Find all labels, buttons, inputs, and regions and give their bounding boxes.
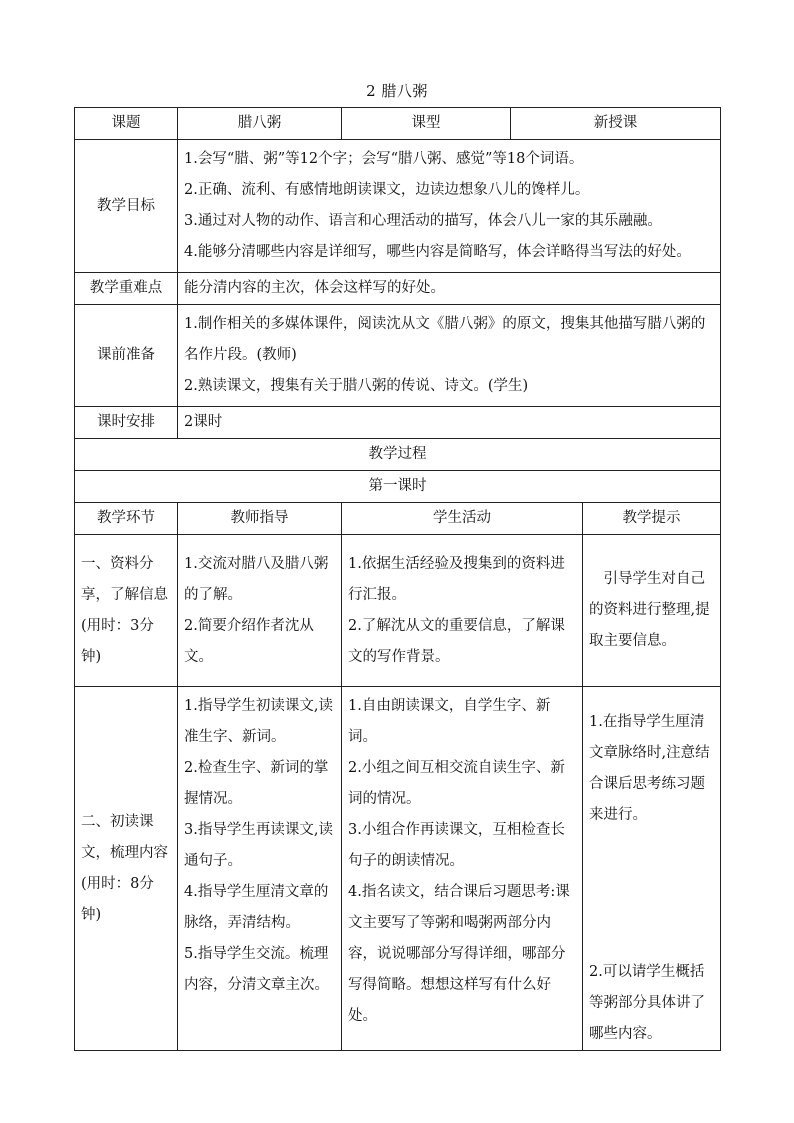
- student-cell: [342, 687, 583, 1051]
- list-item: 1.自由朗读课文，自学生字、新词。: [348, 698, 551, 745]
- list-item: 引导学生对自己的资料进行整理,提取主要信息。: [589, 571, 710, 649]
- column-header-row: [75, 503, 721, 535]
- header-row: [75, 108, 721, 140]
- list-item: 1.在指导学生厘清文章脉络时,注意结合课后思考练习题来进行。: [589, 714, 710, 823]
- student-cell: [342, 535, 583, 687]
- prep-content: [178, 305, 721, 407]
- list-item: 1.交流对腊八及腊八粥的了解。: [184, 555, 329, 603]
- list-item: 5.指导学生交流。梳理内容，分清文章主次。: [184, 946, 329, 993]
- goal-item: 1.会写“腊、粥”等12个字；会写“腊八粥、感觉”等18个词语。: [184, 151, 584, 167]
- stage-cell: 二、初读课文，梳理内容(用时：8分钟): [75, 687, 178, 1051]
- goal-item: 4.能够分清哪些内容是详细写，哪些内容是简略写，体会详略得当写法的好处。: [184, 244, 691, 260]
- tips-cell: [583, 535, 721, 687]
- topic-label: 课题: [75, 108, 178, 140]
- teacher-cell: [178, 687, 342, 1051]
- lesson-title-row: [75, 471, 721, 503]
- list-item: 2.简要介绍作者沈从文。: [184, 617, 314, 665]
- schedule-label: 课时安排: [75, 407, 178, 439]
- process-title-row: [75, 439, 721, 471]
- goals-content: [178, 140, 721, 273]
- column-header: 教学提示: [583, 503, 721, 535]
- table-row: [75, 687, 721, 1051]
- lesson-title: 第一课时: [75, 471, 721, 503]
- stage-cell: 一、资料分享，了解信息(用时：3分钟): [75, 535, 178, 687]
- tips-cell: [583, 687, 721, 1051]
- lesson-plan-table: [74, 107, 721, 1051]
- spacer: [589, 831, 714, 957]
- goal-item: 3.通过对人物的动作、语言和心理活动的描写，体会八儿一家的其乐融融。: [184, 213, 662, 229]
- list-item: 1.依据生活经验及搜集到的资料进行汇报。: [348, 555, 565, 603]
- list-item: 4.指导学生厘清文章的脉络，弄清结构。: [184, 884, 329, 931]
- process-title: 教学过程: [75, 439, 721, 471]
- topic-value: 腊八粥: [178, 108, 342, 140]
- focus-row: [75, 273, 721, 305]
- column-header: 教师指导: [178, 503, 342, 535]
- teacher-cell: [178, 535, 342, 687]
- focus-label: 教学重难点: [75, 273, 178, 305]
- list-item: 2.检查生字、新词的掌握情况。: [184, 760, 329, 807]
- table-row: [75, 535, 721, 687]
- column-header: 教学环节: [75, 503, 178, 535]
- list-item: 3.指导学生再读课文,读通句子。: [184, 822, 333, 869]
- prep-item: 1.制作相关的多媒体课件，阅读沈从文《腊八粥》的原文，搜集其他描写腊八粥的名作片段。(教师): [184, 316, 706, 363]
- schedule-row: [75, 407, 721, 439]
- list-item: 2.了解沈从文的重要信息，了解课文的写作背景。: [348, 617, 565, 665]
- goals-label: 教学目标: [75, 140, 178, 273]
- list-item: 4.指名读文，结合课后习题思考:课文主要写了等粥和喝粥两部分内容，说说哪部分写得详细，哪部分写得简略。想想这样写有什么好处。: [348, 884, 570, 1024]
- prep-item: 2.熟读课文，搜集有关于腊八粥的传说、诗文。(学生): [184, 378, 529, 394]
- list-item: 1.指导学生初读课文,读准生字、新词。: [184, 698, 333, 745]
- type-value: 新授课: [511, 108, 721, 140]
- page-title: 2 腊八粥: [366, 82, 428, 100]
- schedule-content: 2课时: [178, 407, 721, 439]
- list-item: 2.可以请学生概括等粥部分具体讲了哪些内容。: [589, 964, 705, 1042]
- type-label: 课型: [342, 108, 511, 140]
- prep-label: 课前准备: [75, 305, 178, 407]
- focus-content: 能分清内容的主次，体会这样写的好处。: [178, 273, 721, 305]
- prep-row: [75, 305, 721, 407]
- column-header: 学生活动: [342, 503, 583, 535]
- goals-row: [75, 140, 721, 273]
- list-item: 2.小组之间互相交流自读生字、新词的情况。: [348, 760, 565, 807]
- goal-item: 2.正确、流利、有感情地朗读课文，边读边想象八儿的馋样儿。: [184, 182, 590, 198]
- list-item: 3.小组合作再读课文，互相检查长句子的朗读情况。: [348, 822, 565, 869]
